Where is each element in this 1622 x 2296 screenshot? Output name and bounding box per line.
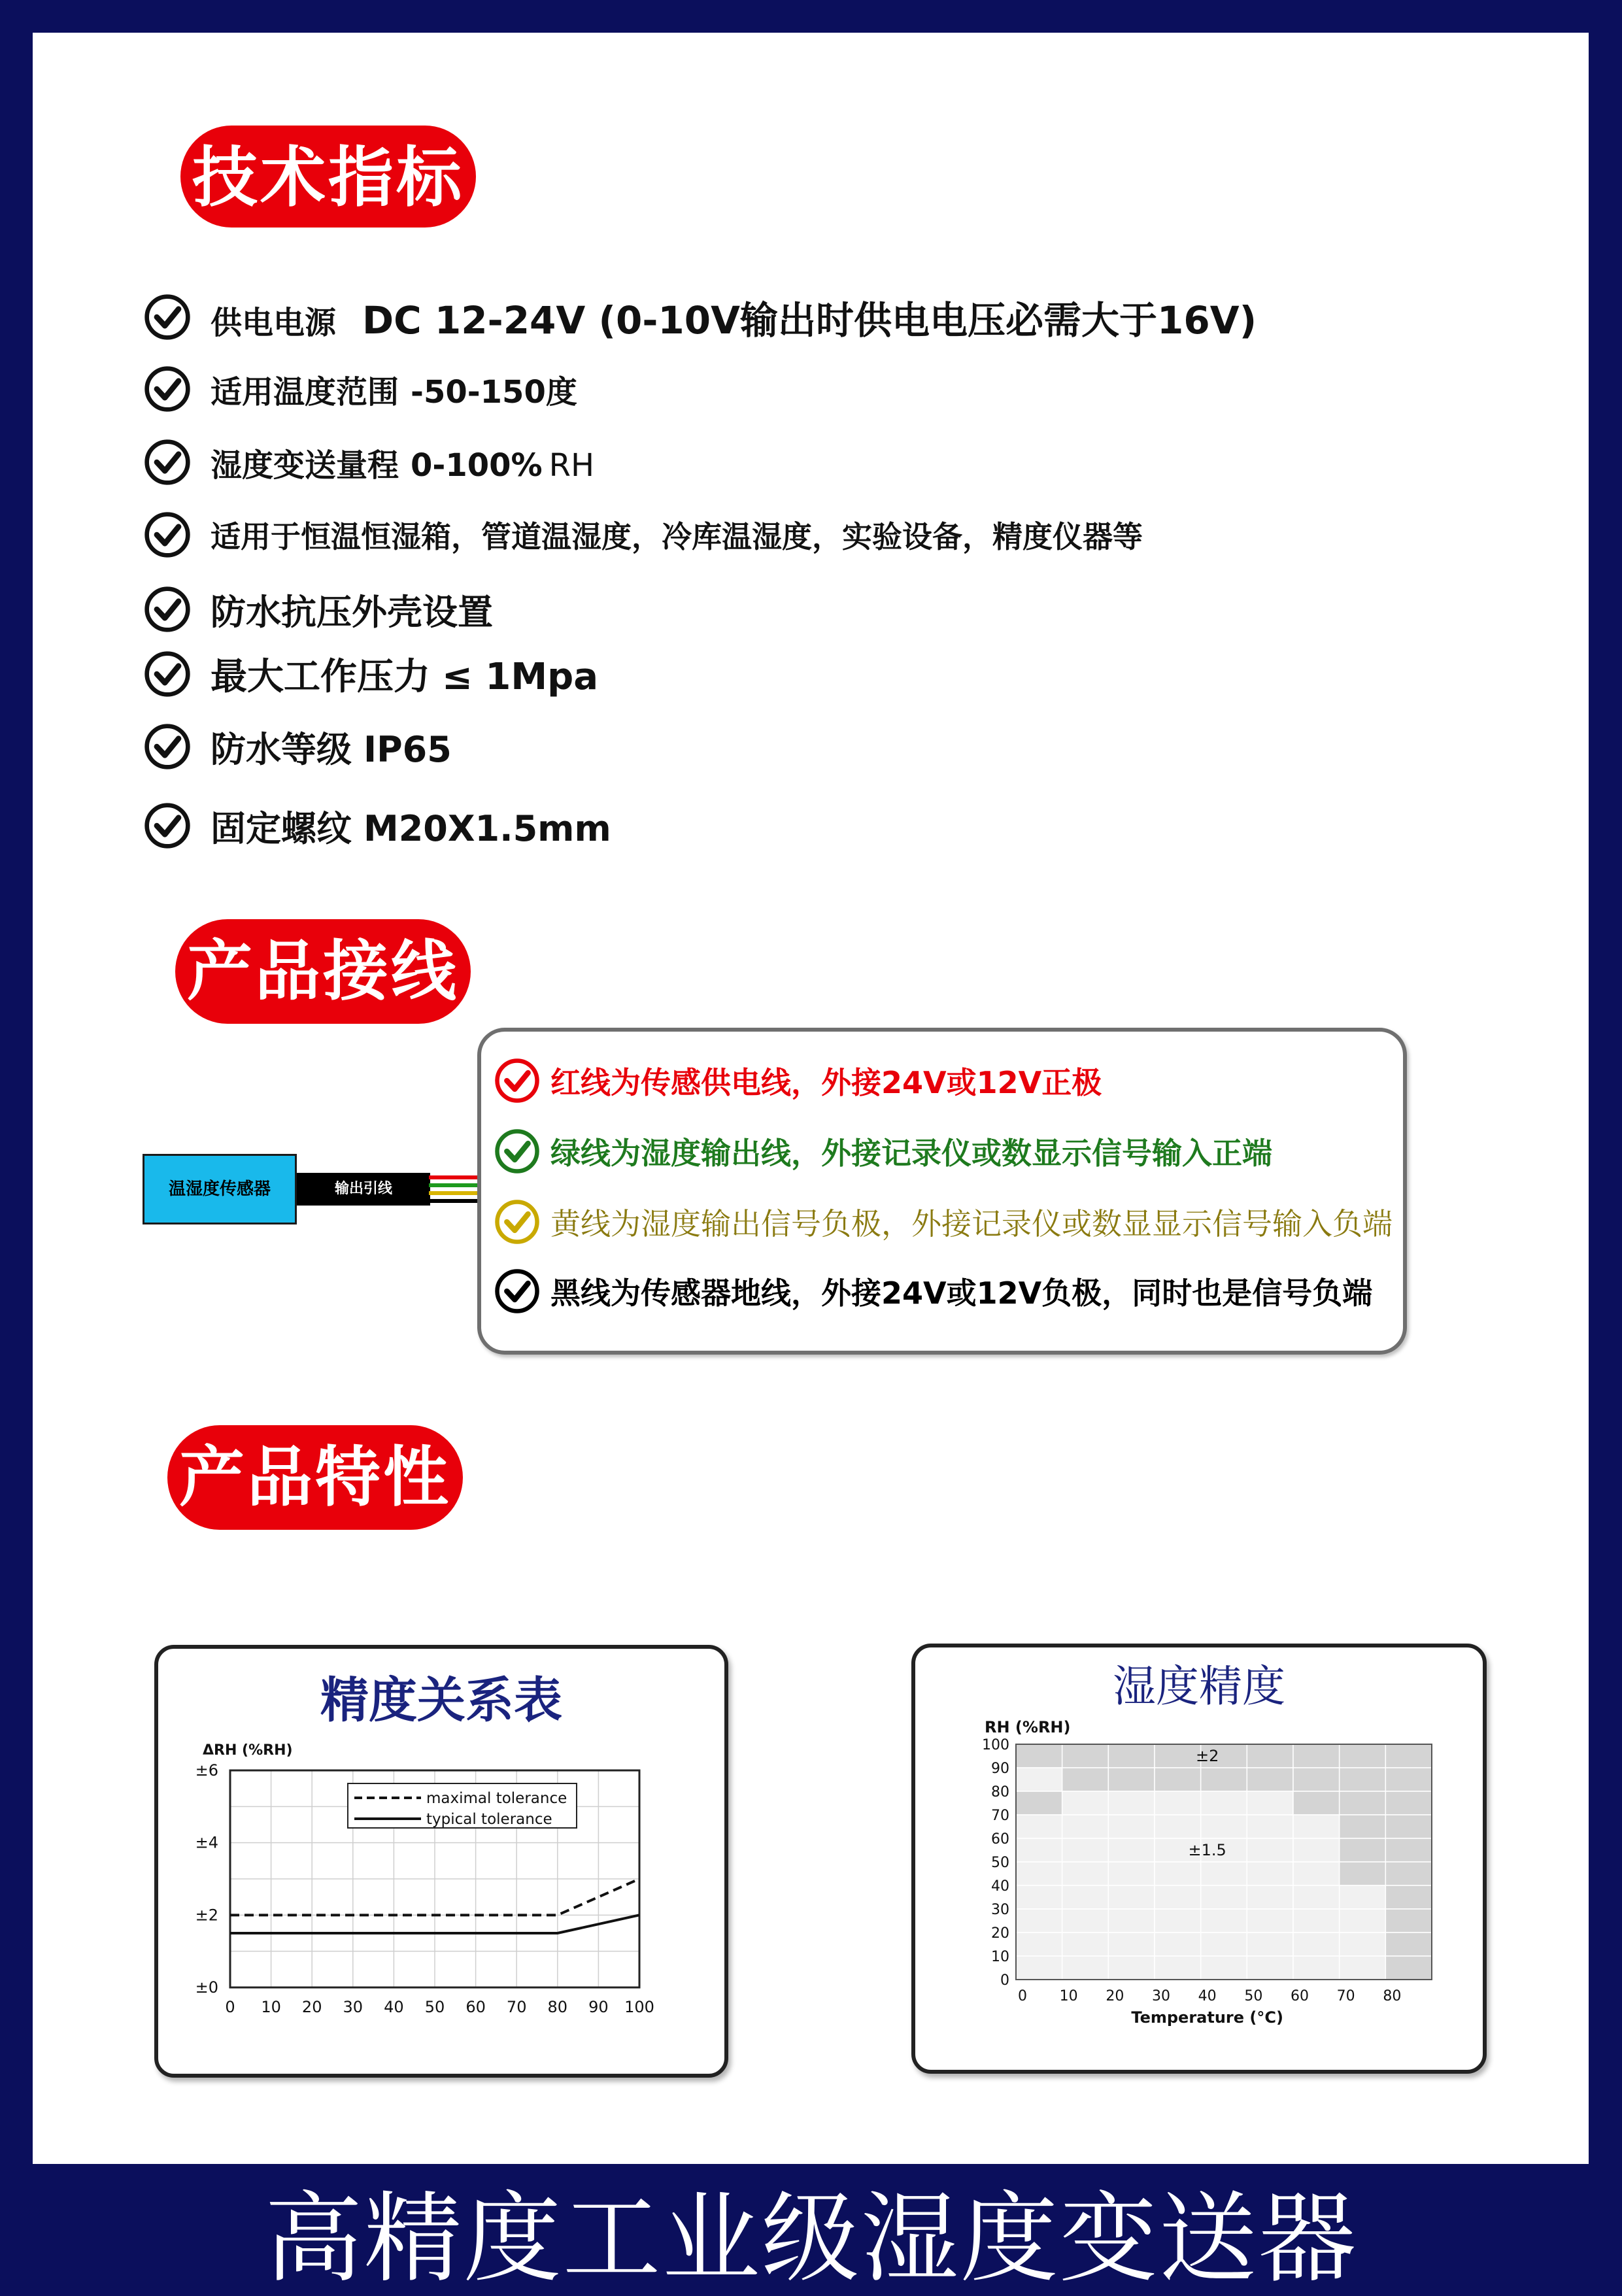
x-tick-label: 80 [547, 1998, 568, 2016]
x-tick-label: 30 [343, 1998, 363, 2016]
heatmap-cell [1062, 1862, 1109, 1885]
spec-item [143, 793, 611, 858]
y-tick-label: 0 [1000, 1972, 1009, 1989]
heatmap-cell [1247, 1791, 1293, 1815]
y-tick-label: 50 [991, 1855, 1009, 1871]
heatmap-cell [1155, 1815, 1201, 1838]
y-tick-label: 90 [991, 1761, 1009, 1777]
x-tick-label: 0 [225, 1998, 235, 2016]
heatmap-cell [1293, 1885, 1340, 1909]
check-circle-icon [493, 1127, 541, 1175]
y-tick-label: ±0 [195, 1978, 218, 1997]
spec-value: M20X1.5mm [363, 807, 611, 849]
heatmap-cell [1155, 1744, 1201, 1768]
heatmap-cell [1062, 1838, 1109, 1862]
heatmap-cell [1247, 1744, 1293, 1768]
spec-label: 防水抗压外壳设置 [211, 591, 493, 633]
heatmap-cell [1016, 1933, 1062, 1956]
heatmap-cell [1062, 1768, 1109, 1791]
heatmap-cell [1340, 1862, 1386, 1885]
heatmap-cell [1385, 1956, 1432, 1980]
y-tick-label: 40 [991, 1878, 1009, 1895]
x-tick-label: 20 [301, 1998, 322, 2016]
heatmap-cell [1385, 1885, 1432, 1909]
heatmap-cell [1155, 1909, 1201, 1933]
check-circle-icon [143, 801, 192, 851]
heatmap-cell [1016, 1815, 1062, 1838]
heatmap-cell [1385, 1744, 1432, 1768]
x-tick-label: 80 [1383, 1988, 1402, 2004]
y-axis-label: RH (%RH) [985, 1718, 1071, 1736]
region-label: ±2 [1195, 1747, 1219, 1765]
spec-value: ≤ 1Mpa [442, 656, 598, 698]
heatmap-cell [1155, 1791, 1201, 1815]
heatmap-cell [1108, 1956, 1155, 1980]
heatmap-cell [1293, 1815, 1340, 1838]
heatmap-cell [1385, 1768, 1432, 1791]
heatmap-cell [1108, 1909, 1155, 1933]
heatmap-cell [1293, 1838, 1340, 1862]
heatmap-cell [1385, 1838, 1432, 1862]
legend-label: typical tolerance [426, 1811, 552, 1828]
heatmap-cell [1155, 1768, 1201, 1791]
heatmap-cell [1108, 1744, 1155, 1768]
heatmap-cell [1062, 1933, 1109, 1956]
spec-unit: RH [549, 447, 595, 484]
check-circle-icon [143, 364, 192, 414]
spec-value: -50-150度 [411, 373, 577, 411]
heatmap-cell [1385, 1933, 1432, 1956]
wiring-legend-box [477, 1028, 1407, 1355]
wiring-heading: 产品接线 [175, 919, 471, 1024]
x-tick-label: 10 [261, 1998, 281, 2016]
heatmap-cell [1293, 1862, 1340, 1885]
heatmap-cell [1155, 1956, 1201, 1980]
heatmap-cell [1016, 1791, 1062, 1815]
check-circle-icon [143, 649, 192, 699]
heatmap-cell [1340, 1933, 1386, 1956]
x-tick-label: 70 [506, 1998, 527, 2016]
y-tick-label: 30 [991, 1902, 1009, 1918]
spec-value: 0-100% [411, 447, 543, 484]
spec-item [143, 502, 1143, 567]
heatmap-cell [1108, 1933, 1155, 1956]
y-tick-label: ±4 [195, 1833, 218, 1852]
chart-title: 湿度精度 [1113, 1661, 1285, 1712]
heatmap-cell [1155, 1862, 1201, 1885]
region-label: ±1.5 [1188, 1841, 1226, 1859]
wiring-text: 黑线为传感器地线，外接24V或12V负极，同时也是信号负端 [550, 1275, 1373, 1311]
heatmap-cell [1155, 1885, 1201, 1909]
tech-spec-heading: 技术指标 [180, 126, 476, 228]
spec-label: 防水等级 [211, 728, 352, 770]
heatmap-cell [1340, 1791, 1386, 1815]
spec-item [143, 284, 1257, 350]
y-tick-label: 60 [991, 1831, 1009, 1848]
heatmap-cell [1016, 1862, 1062, 1885]
y-tick-label: ±2 [195, 1906, 218, 1925]
heatmap-cell [1201, 1933, 1247, 1956]
check-circle-icon [493, 1056, 541, 1105]
x-tick-label: 0 [1018, 1988, 1027, 2004]
spec-item [143, 714, 452, 779]
heatmap-cell [1293, 1744, 1340, 1768]
spec-label: 湿度变送量程 [211, 447, 399, 484]
spec-value: IP65 [363, 728, 452, 770]
wiring-item [493, 1051, 1102, 1110]
x-tick-label: 60 [1291, 1988, 1309, 2004]
heatmap-cell [1062, 1909, 1109, 1933]
check-circle-icon [143, 510, 192, 560]
spec-label: 最大工作压力 [211, 656, 430, 698]
features-heading: 产品特性 [167, 1425, 463, 1530]
heatmap-cell [1108, 1862, 1155, 1885]
check-circle-icon [493, 1198, 541, 1246]
heatmap-cell [1201, 1862, 1247, 1885]
heatmap-cell [1293, 1791, 1340, 1815]
heatmap-cell [1201, 1956, 1247, 1980]
heatmap-cell [1247, 1838, 1293, 1862]
check-circle-icon [143, 292, 192, 342]
heatmap-cell [1247, 1862, 1293, 1885]
heatmap-cell [1062, 1791, 1109, 1815]
spec-label: 适用于恒温恒湿箱，管道温湿度，冷库温湿度，实验设备，精度仪器等 [211, 519, 1143, 554]
spec-value: DC 12-24V (0-10V输出时供电电压必需大于16V) [362, 298, 1257, 343]
heatmap-cell [1385, 1815, 1432, 1838]
legend-label: maximal tolerance [426, 1790, 567, 1807]
chart-title: 精度关系表 [320, 1672, 562, 1729]
heatmap-cell [1016, 1956, 1062, 1980]
heatmap-cell [1340, 1815, 1386, 1838]
heatmap-cell [1340, 1885, 1386, 1909]
wiring-item [493, 1192, 1393, 1251]
heatmap-cell [1108, 1791, 1155, 1815]
humidity-accuracy-card [911, 1644, 1487, 2074]
x-tick-label: 30 [1152, 1988, 1170, 2004]
x-tick-label: 90 [588, 1998, 609, 2016]
x-tick-label: 10 [1059, 1988, 1078, 2004]
heatmap-cell [1201, 1909, 1247, 1933]
x-tick-label: 50 [1244, 1988, 1263, 2004]
heatmap-cell [1016, 1838, 1062, 1862]
accuracy-chart [158, 1649, 724, 2074]
heatmap-cell [1108, 1768, 1155, 1791]
wiring-item [493, 1122, 1272, 1181]
heatmap-cell [1247, 1956, 1293, 1980]
x-tick-label: 40 [384, 1998, 404, 2016]
wiring-text: 绿线为湿度输出线，外接记录仪或数显示信号输入正端 [550, 1136, 1272, 1171]
heatmap-cell [1062, 1744, 1109, 1768]
y-tick-label: 100 [982, 1737, 1009, 1753]
spec-item [143, 430, 594, 495]
wiring-text: 红线为传感供电线，外接24V或12V正极 [550, 1065, 1102, 1100]
spec-label: 适用温度范围 [211, 373, 399, 411]
heatmap-cell [1201, 1768, 1247, 1791]
check-circle-icon [493, 1267, 541, 1315]
y-tick-label: 70 [991, 1808, 1009, 1824]
heatmap-cell [1293, 1768, 1340, 1791]
y-tick-label: 20 [991, 1925, 1009, 1942]
footer-title: 高精度工业级湿度变送器 [264, 2182, 1358, 2296]
heatmap-cell [1247, 1909, 1293, 1933]
spec-item [143, 577, 493, 642]
wiring-text: 黄线为湿度输出信号负极，外接记录仪或数显显示信号输入负端 [550, 1206, 1393, 1241]
heatmap-cell [1062, 1885, 1109, 1909]
y-tick-label: 10 [991, 1949, 1009, 1965]
heatmap-cell [1293, 1933, 1340, 1956]
heatmap-cell [1247, 1768, 1293, 1791]
x-tick-label: 40 [1198, 1988, 1217, 2004]
heatmap-cell [1016, 1885, 1062, 1909]
x-tick-label: 20 [1106, 1988, 1124, 2004]
heatmap-cell [1293, 1956, 1340, 1980]
heatmap-cell [1016, 1744, 1062, 1768]
accuracy-chart-card [154, 1645, 728, 2078]
spec-item [143, 641, 598, 707]
heatmap-cell [1247, 1885, 1293, 1909]
x-tick-label: 70 [1336, 1988, 1355, 2004]
heatmap-cell [1385, 1862, 1432, 1885]
x-tick-label: 50 [424, 1998, 445, 2016]
heatmap-cell [1201, 1791, 1247, 1815]
heatmap-cell [1016, 1909, 1062, 1933]
check-circle-icon [143, 584, 192, 634]
heatmap-cell [1108, 1815, 1155, 1838]
heatmap-cell [1201, 1815, 1247, 1838]
heatmap-cell [1340, 1744, 1386, 1768]
y-tick-label: ±6 [195, 1761, 218, 1780]
heatmap-cell [1293, 1909, 1340, 1933]
spec-label: 固定螺纹 [211, 807, 352, 849]
x-tick-label: 60 [465, 1998, 486, 2016]
heatmap-cell [1385, 1791, 1432, 1815]
heatmap-cell [1155, 1933, 1201, 1956]
heatmap-cell [1108, 1838, 1155, 1862]
heatmap-cell [1062, 1956, 1109, 1980]
output-lead: 输出引线 [297, 1173, 430, 1206]
x-axis-label: Temperature (°C) [1131, 2008, 1283, 2027]
wire-bundle [429, 1173, 481, 1206]
spec-item [143, 356, 577, 422]
heatmap-cell [1247, 1815, 1293, 1838]
heatmap-cell [1340, 1909, 1386, 1933]
heatmap-cell [1201, 1885, 1247, 1909]
heatmap-cell [1340, 1768, 1386, 1791]
humidity-accuracy-chart [915, 1647, 1483, 2070]
x-tick-label: 100 [624, 1998, 654, 2016]
sensor-body: 温湿度传感器 [143, 1154, 297, 1224]
spec-label: 供电电源 [211, 305, 337, 341]
heatmap-cell [1062, 1815, 1109, 1838]
heatmap-cell [1340, 1838, 1386, 1862]
heatmap-cell [1340, 1956, 1386, 1980]
heatmap-cell [1108, 1885, 1155, 1909]
y-axis-label: ΔRH (%RH) [203, 1742, 293, 1759]
check-circle-icon [143, 437, 192, 487]
y-tick-label: 80 [991, 1784, 1009, 1800]
wiring-item [493, 1262, 1372, 1321]
check-circle-icon [143, 722, 192, 771]
heatmap-cell [1016, 1768, 1062, 1791]
heatmap-cell [1385, 1909, 1432, 1933]
heatmap-cell [1247, 1933, 1293, 1956]
